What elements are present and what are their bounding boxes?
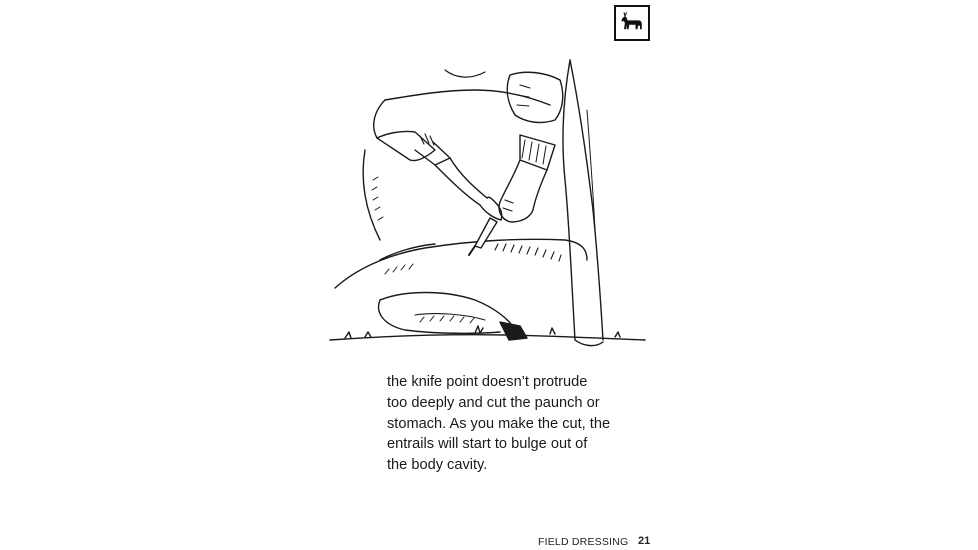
text-line: the knife point doesn’t protrude — [387, 374, 588, 390]
body-paragraph — [387, 372, 647, 476]
text-line: entrails will start to bulge out of — [387, 436, 588, 453]
text-line: stomach. As you make the cut, the — [387, 415, 611, 432]
text-line: too deeply and cut the paunch or — [387, 394, 600, 411]
text-line: the body cavity. — [387, 457, 488, 474]
field-dressing-illustration — [325, 50, 655, 362]
running-footer-section: FIELD DRESSING — [538, 536, 629, 548]
page-number: 21 — [638, 535, 651, 547]
deer-icon — [614, 5, 650, 41]
